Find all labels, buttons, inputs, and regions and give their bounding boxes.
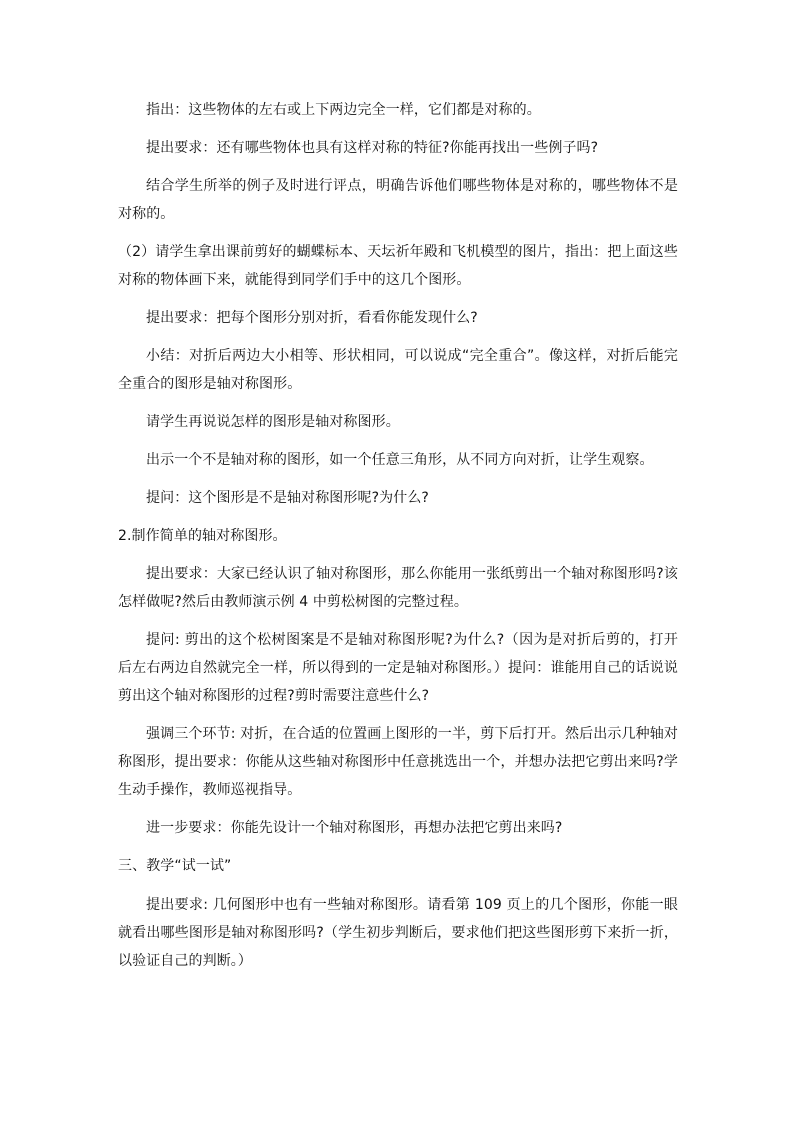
- paragraph: 出示一个不是轴对称的图形，如一个任意三角形，从不同方向对折，让学生观察。: [146, 452, 654, 468]
- paragraph: （2）请学生拿出课前剪好的蝴蝶标本、天坛祈年殿和飞机模型的图片，指出：把上面这些对称的物体画下来，就能得到同学们手中的这几个图形。: [118, 244, 678, 288]
- paragraph: 提出要求：还有哪些物体也具有这样对称的特征?你能再找出一些例子吗?: [146, 140, 599, 156]
- paragraph: 提出要求：把每个图形分别对折，看看你能发现什么?: [146, 310, 478, 326]
- paragraph: 小结：对折后两边大小相等、形状相同，可以说成“完全重合”。像这样，对折后能完全重合的图形是轴对称图形。: [118, 348, 678, 392]
- section-heading: 2.制作简单的轴对称图形。: [118, 528, 287, 544]
- paragraph: 请学生再说说怎样的图形是轴对称图形。: [146, 414, 400, 430]
- paragraph: 进一步要求：你能先设计一个轴对称图形，再想办法把它剪出来吗?: [146, 820, 563, 836]
- paragraph: 提问：这个图形是不是轴对称图形呢?为什么?: [146, 490, 429, 506]
- document-body: [118, 96, 678, 975]
- paragraph: 提出要求：大家已经认识了轴对称图形，那么你能用一张纸剪出一个轴对称图形吗?该怎样做呢?然后由教师演示例 4 中剪松树图的完整过程。: [118, 566, 678, 610]
- paragraph: 结合学生所举的例子及时进行评点，明确告诉他们哪些物体是对称的，哪些物体不是对称的。: [118, 178, 678, 222]
- paragraph: 提出要求: 几何图形中也有一些轴对称图形。请看第 109 页上的几个图形，你能一眼就看出哪些图形是轴对称图形吗?（学生初步判断后，要求他们把这些图形剪下来折一折，以验证自己的判断。）: [118, 897, 678, 969]
- paragraph: 指出：这些物体的左右或上下两边完全一样，它们都是对称的。: [146, 102, 541, 118]
- paragraph: 提问: 剪出的这个松树图案是不是轴对称图形呢?为什么?（因为是对折后剪的，打开后左右两边自然就完全一样，所以得到的一定是轴对称图形。）提问：谁能用自己的话说说剪出这个轴对称图形的过程?剪时需要注意些什么?: [118, 632, 678, 704]
- section-heading: 三、教学“试一试”: [118, 858, 232, 874]
- paragraph: 强调三个环节: 对折，在合适的位置画上图形的一半，剪下后打开。然后出示几种轴对称图形，提出要求：你能从这些轴对称图形中任意挑选出一个，并想办法把它剪出来吗?学生动手操作，教师巡视指导。: [118, 726, 678, 798]
